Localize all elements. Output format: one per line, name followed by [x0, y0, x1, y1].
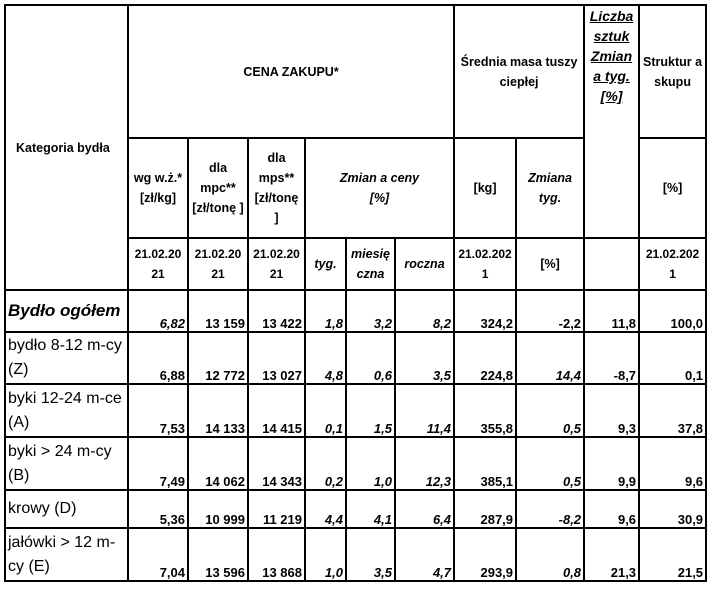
- cell-kg: 224,8: [454, 332, 516, 384]
- cell-roczna: 4,7: [395, 528, 454, 581]
- cell-mies: 3,2: [346, 290, 395, 332]
- row-category: bydło 8-12 m-cy (Z): [5, 332, 128, 384]
- cell-mps: 14 343: [248, 437, 305, 490]
- cell-mps: 13 027: [248, 332, 305, 384]
- header-date-structure: 21.02.202 1: [639, 238, 706, 290]
- header-count-change: Liczba sztuk Zmian a tyg. [%]: [584, 5, 639, 238]
- table-row: [5, 437, 706, 490]
- row-category: byki > 24 m-cy (B): [5, 437, 128, 490]
- cell-mpc: 13 159: [188, 290, 248, 332]
- header-col-mass-change: Zmiana tyg.: [516, 138, 584, 238]
- table-row: [5, 332, 706, 384]
- cell-count-change: 9,9: [584, 437, 639, 490]
- row-category: byki 12-24 m-ce (A): [5, 384, 128, 437]
- cell-mass-change: -2,2: [516, 290, 584, 332]
- cell-tyg: 1,0: [305, 528, 346, 581]
- cell-mass-change: 0,5: [516, 437, 584, 490]
- header-date-wgwz: 21.02.20 21: [128, 238, 188, 290]
- cell-count-change: 9,6: [584, 490, 639, 528]
- cell-kg: 287,9: [454, 490, 516, 528]
- cell-mass-change: 0,8: [516, 528, 584, 581]
- cell-mpc: 12 772: [188, 332, 248, 384]
- cell-wgwz: 7,53: [128, 384, 188, 437]
- row-category: krowy (D): [5, 490, 128, 528]
- cell-structure: 9,6: [639, 437, 706, 490]
- cell-wgwz: 7,49: [128, 437, 188, 490]
- cell-tyg: 1,8: [305, 290, 346, 332]
- cell-count-change: 11,8: [584, 290, 639, 332]
- cell-roczna: 8,2: [395, 290, 454, 332]
- cell-wgwz: 6,82: [128, 290, 188, 332]
- cell-wgwz: 5,36: [128, 490, 188, 528]
- cell-mies: 1,0: [346, 437, 395, 490]
- cell-structure: 30,9: [639, 490, 706, 528]
- header-pct-mass: [%]: [516, 238, 584, 290]
- cell-kg: 385,1: [454, 437, 516, 490]
- cell-count-change: 9,3: [584, 384, 639, 437]
- cell-tyg: 4,4: [305, 490, 346, 528]
- header-col-price-change: Zmian a ceny [%]: [305, 138, 454, 238]
- header-col-mps: dla mps** [zł/tonę ]: [248, 138, 305, 238]
- cattle-price-table: [4, 4, 707, 582]
- cell-structure: 0,1: [639, 332, 706, 384]
- header-mass-group: Średnia masa tuszy ciepłej: [454, 5, 584, 138]
- cell-wgwz: 6,88: [128, 332, 188, 384]
- header-structure: Struktur a skupu: [639, 5, 706, 138]
- cell-mies: 0,6: [346, 332, 395, 384]
- cell-roczna: 3,5: [395, 332, 454, 384]
- cell-mps: 13 422: [248, 290, 305, 332]
- cell-mies: 4,1: [346, 490, 395, 528]
- header-col-structure-pct: [%]: [639, 138, 706, 238]
- row-category: jałówki > 12 m-cy (E): [5, 528, 128, 581]
- header-tyg: tyg.: [305, 238, 346, 290]
- cell-mass-change: 0,5: [516, 384, 584, 437]
- row-category: Bydło ogółem: [5, 290, 128, 332]
- header-date-mpc: 21.02.20 21: [188, 238, 248, 290]
- cell-mies: 3,5: [346, 528, 395, 581]
- header-price-group: CENA ZAKUPU*: [128, 5, 454, 138]
- cell-roczna: 6,4: [395, 490, 454, 528]
- table-row: [5, 490, 706, 528]
- header-category: Kategoria bydła: [5, 5, 128, 290]
- cell-mpc: 14 133: [188, 384, 248, 437]
- cell-count-change: -8,7: [584, 332, 639, 384]
- table-row: [5, 528, 706, 581]
- cell-kg: 293,9: [454, 528, 516, 581]
- cell-mpc: 13 596: [188, 528, 248, 581]
- cell-mpc: 10 999: [188, 490, 248, 528]
- cell-structure: 21,5: [639, 528, 706, 581]
- cell-tyg: 0,1: [305, 384, 346, 437]
- cell-tyg: 4,8: [305, 332, 346, 384]
- cell-mpc: 14 062: [188, 437, 248, 490]
- header-roczna: roczna: [395, 238, 454, 290]
- header-col-mpc: dla mpc** [zł/tonę ]: [188, 138, 248, 238]
- cell-mps: 14 415: [248, 384, 305, 437]
- header-date-kg: 21.02.202 1: [454, 238, 516, 290]
- header-count-empty: [584, 238, 639, 290]
- cell-structure: 100,0: [639, 290, 706, 332]
- header-col-kg: [kg]: [454, 138, 516, 238]
- table-row: [5, 290, 706, 332]
- cell-mass-change: -8,2: [516, 490, 584, 528]
- cell-count-change: 21,3: [584, 528, 639, 581]
- cell-mps: 11 219: [248, 490, 305, 528]
- cell-kg: 324,2: [454, 290, 516, 332]
- cell-mies: 1,5: [346, 384, 395, 437]
- table-row: [5, 384, 706, 437]
- cell-structure: 37,8: [639, 384, 706, 437]
- cell-roczna: 11,4: [395, 384, 454, 437]
- cell-roczna: 12,3: [395, 437, 454, 490]
- cell-tyg: 0,2: [305, 437, 346, 490]
- header-miesieczna: miesię czna: [346, 238, 395, 290]
- cell-mass-change: 14,4: [516, 332, 584, 384]
- cell-kg: 355,8: [454, 384, 516, 437]
- cell-wgwz: 7,04: [128, 528, 188, 581]
- cell-mps: 13 868: [248, 528, 305, 581]
- header-date-mps: 21.02.20 21: [248, 238, 305, 290]
- header-col-wgwz: wg w.ż.* [zł/kg]: [128, 138, 188, 238]
